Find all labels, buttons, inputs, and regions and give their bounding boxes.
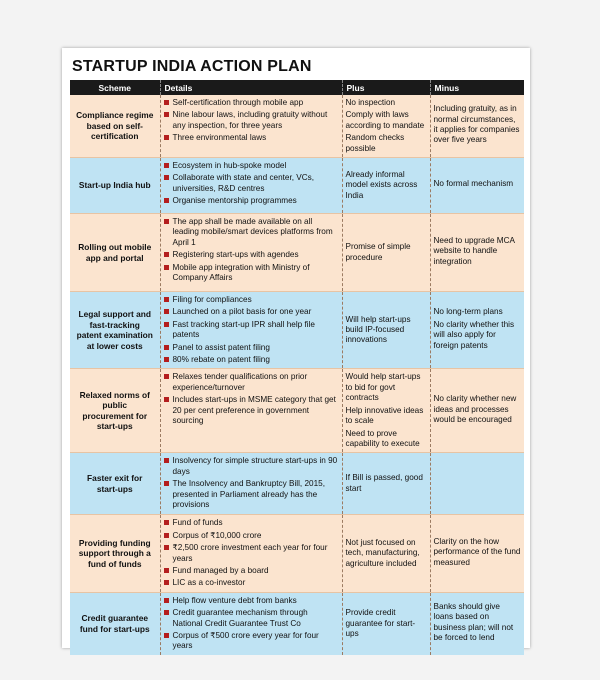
header-details: Details bbox=[160, 80, 342, 95]
detail-text: Help flow venture debt from banks bbox=[172, 595, 297, 605]
plus-text: Comply with laws according to mandate bbox=[345, 110, 425, 130]
minus-text: Clarity on the how performance of the fund measured bbox=[433, 536, 521, 567]
plus-item bbox=[346, 170, 427, 201]
plus-cell bbox=[342, 369, 430, 453]
plus-item bbox=[346, 110, 427, 131]
document-page bbox=[62, 48, 530, 651]
minus-text: No clarity whether new ideas and processes would be encouraged bbox=[433, 394, 517, 425]
detail-text: Filing for compliances bbox=[172, 295, 252, 305]
detail-list bbox=[164, 98, 339, 144]
minus-cell bbox=[430, 214, 524, 292]
plus-item bbox=[346, 473, 427, 494]
plus-cell bbox=[342, 592, 430, 655]
bullet-icon bbox=[164, 610, 169, 615]
plus-list bbox=[346, 242, 427, 263]
bullet-icon bbox=[164, 568, 169, 573]
detail-text: Ecosystem in hub-spoke model bbox=[172, 161, 287, 171]
details-cell bbox=[160, 158, 342, 214]
plus-item bbox=[346, 608, 427, 639]
bullet-icon bbox=[164, 397, 169, 402]
bullet-icon bbox=[164, 374, 169, 379]
scheme-cell: Credit guarantee fund for start-ups bbox=[70, 592, 160, 655]
plus-text: Provide credit guarantee for start-ups bbox=[345, 608, 416, 638]
detail-text: Corpus of ₹10,000 crore bbox=[172, 530, 262, 540]
detail-list bbox=[164, 518, 339, 588]
minus-cell bbox=[430, 592, 524, 655]
header-scheme: Scheme bbox=[70, 80, 160, 95]
detail-item bbox=[164, 596, 339, 606]
header-plus: Plus bbox=[342, 80, 430, 95]
detail-item bbox=[164, 479, 339, 510]
minus-cell bbox=[430, 158, 524, 214]
detail-item bbox=[164, 531, 339, 541]
detail-item bbox=[164, 543, 339, 564]
detail-text: Launched on a pilot basis for one year bbox=[172, 307, 312, 317]
detail-text: Collaborate with state and center, VCs, universities, R&D centres bbox=[172, 173, 315, 193]
bullet-icon bbox=[164, 598, 169, 603]
bullet-icon bbox=[164, 533, 169, 538]
details-cell bbox=[160, 292, 342, 369]
detail-text: Registering start-ups with agendes bbox=[172, 250, 299, 260]
plus-list bbox=[346, 608, 427, 639]
detail-text: 80% rebate on patent filing bbox=[172, 355, 270, 365]
detail-item bbox=[164, 110, 339, 131]
minus-text: Need to upgrade MCA website to handle integration bbox=[433, 235, 515, 266]
scheme-cell: Providing funding support through a fund of funds bbox=[70, 515, 160, 592]
detail-item bbox=[164, 98, 339, 108]
table-body bbox=[70, 95, 524, 655]
plus-cell bbox=[342, 95, 430, 158]
details-cell bbox=[160, 369, 342, 453]
detail-item bbox=[164, 578, 339, 588]
bullet-icon bbox=[164, 633, 169, 638]
bullet-icon bbox=[164, 175, 169, 180]
detail-text: LIC as a co-investor bbox=[172, 578, 246, 588]
detail-item bbox=[164, 217, 339, 248]
details-cell bbox=[160, 214, 342, 292]
detail-text: Panel to assist patent filing bbox=[172, 342, 270, 352]
bullet-icon bbox=[164, 219, 169, 224]
detail-text: Relaxes tender qualifications on prior experience/turnover bbox=[172, 372, 308, 392]
detail-list bbox=[164, 372, 339, 426]
plus-text: No inspection bbox=[345, 98, 396, 107]
plus-text: Random checks possible bbox=[345, 133, 405, 153]
table-row bbox=[70, 515, 524, 592]
plus-item bbox=[346, 538, 427, 569]
detail-text: Organise mentorship programmes bbox=[172, 196, 297, 206]
plus-item bbox=[346, 406, 427, 427]
minus-text: Including gratuity, as in normal circumstances, it applies for companies over five years bbox=[433, 104, 520, 145]
plus-text: Not just focused on tech, manufacturing, agriculture included bbox=[345, 537, 420, 568]
plus-item bbox=[346, 98, 427, 108]
bullet-icon bbox=[164, 100, 169, 105]
bullet-icon bbox=[164, 580, 169, 585]
table-row bbox=[70, 214, 524, 292]
plus-item bbox=[346, 133, 427, 154]
detail-item bbox=[164, 343, 339, 353]
detail-item bbox=[164, 161, 339, 171]
table-row bbox=[70, 453, 524, 515]
minus-text: No formal mechanism bbox=[433, 179, 514, 189]
bullet-icon bbox=[164, 265, 169, 270]
detail-item bbox=[164, 307, 339, 317]
plus-list bbox=[346, 538, 427, 569]
table-row bbox=[70, 369, 524, 453]
detail-text: Fund managed by a board bbox=[172, 565, 269, 575]
detail-list bbox=[164, 217, 339, 283]
minus-text: No long-term plans bbox=[433, 307, 503, 317]
plus-cell bbox=[342, 214, 430, 292]
plus-list bbox=[346, 98, 427, 154]
detail-item bbox=[164, 263, 339, 284]
detail-item bbox=[164, 250, 339, 260]
table-row bbox=[70, 292, 524, 369]
detail-text: Corpus of ₹500 crore every year for four years bbox=[172, 630, 319, 651]
detail-text: Mobile app integration with Ministry of Company Affairs bbox=[172, 262, 310, 283]
details-cell bbox=[160, 453, 342, 515]
bullet-icon bbox=[164, 309, 169, 314]
minus-cell bbox=[430, 453, 524, 515]
detail-text: Nine labour laws, including gratuity without any inspection, for three years bbox=[172, 110, 328, 130]
detail-item bbox=[164, 133, 339, 143]
detail-item bbox=[164, 320, 339, 341]
scheme-cell: Start-up India hub bbox=[70, 158, 160, 214]
details-cell bbox=[160, 592, 342, 655]
plus-list bbox=[346, 372, 427, 449]
bullet-icon bbox=[164, 357, 169, 362]
minus-text: Banks should give loans based on business plan; will not be forced to lend bbox=[433, 601, 514, 643]
detail-item bbox=[164, 456, 339, 477]
detail-item bbox=[164, 566, 339, 576]
plus-cell bbox=[342, 158, 430, 214]
details-cell bbox=[160, 95, 342, 158]
bullet-icon bbox=[164, 135, 169, 140]
table-row bbox=[70, 158, 524, 214]
detail-item bbox=[164, 372, 339, 393]
minus-cell bbox=[430, 515, 524, 592]
detail-text: Includes start-ups in MSME category that get 20 per cent preference in government sourcing bbox=[172, 395, 336, 426]
detail-text: ₹2,500 crore investment each year for four years bbox=[172, 543, 328, 563]
scheme-cell: Rolling out mobile app and portal bbox=[70, 214, 160, 292]
action-plan-table bbox=[70, 80, 524, 655]
details-cell bbox=[160, 515, 342, 592]
detail-text: Fast tracking start-up IPR shall help file patents bbox=[172, 319, 315, 340]
bullet-icon bbox=[164, 322, 169, 327]
detail-text: The Insolvency and Bankruptcy Bill, 2015, presented in Parliament already has the provisions bbox=[172, 479, 325, 509]
plus-text: Would help start-ups to bid for govt contracts bbox=[345, 372, 421, 403]
scheme-cell: Relaxed norms of public procurement for start-ups bbox=[70, 369, 160, 453]
detail-text: Fund of funds bbox=[172, 518, 223, 528]
detail-item bbox=[164, 608, 339, 629]
plus-list bbox=[346, 473, 427, 494]
plus-list bbox=[346, 315, 427, 346]
bullet-icon bbox=[164, 545, 169, 550]
plus-item bbox=[346, 315, 427, 346]
plus-item bbox=[346, 372, 427, 403]
plus-text: Already informal model exists across India bbox=[345, 169, 418, 200]
table-header-row bbox=[70, 80, 524, 95]
detail-text: Insolvency for simple structure start-ups in 90 days bbox=[172, 456, 338, 476]
detail-text: The app shall be made available on all leading mobile/smart devices platforms from April 1 bbox=[172, 217, 333, 247]
bullet-icon bbox=[164, 520, 169, 525]
detail-list bbox=[164, 161, 339, 207]
header-minus: Minus bbox=[430, 80, 524, 95]
bullet-icon bbox=[164, 163, 169, 168]
bullet-icon bbox=[164, 458, 169, 463]
bullet-icon bbox=[164, 198, 169, 203]
detail-item bbox=[164, 173, 339, 194]
detail-text: Three environmental laws bbox=[172, 133, 267, 143]
plus-item bbox=[346, 429, 427, 450]
detail-item bbox=[164, 631, 339, 652]
minus-text: No clarity whether this will also apply for foreign patents bbox=[433, 319, 515, 350]
detail-text: Credit guarantee mechanism through National Credit Guarantee Trust Co bbox=[172, 608, 308, 628]
table-row bbox=[70, 95, 524, 158]
detail-item bbox=[164, 196, 339, 206]
bullet-icon bbox=[164, 297, 169, 302]
plus-list bbox=[346, 170, 427, 201]
plus-cell bbox=[342, 515, 430, 592]
plus-text: Help innovative ideas to scale bbox=[345, 405, 424, 426]
plus-text: Promise of simple procedure bbox=[345, 242, 411, 262]
bullet-icon bbox=[164, 252, 169, 257]
page-title: STARTUP INDIA ACTION PLAN bbox=[72, 58, 312, 75]
detail-list bbox=[164, 295, 339, 365]
bullet-icon bbox=[164, 345, 169, 350]
detail-text: Self-certification through mobile app bbox=[172, 98, 304, 107]
scheme-cell: Legal support and fast-tracking patent examination at lower costs bbox=[70, 292, 160, 369]
detail-item bbox=[164, 355, 339, 365]
bullet-icon bbox=[164, 112, 169, 117]
minus-cell bbox=[430, 369, 524, 453]
detail-list bbox=[164, 456, 339, 510]
plus-cell bbox=[342, 292, 430, 369]
plus-text: Need to prove capability to execute bbox=[345, 428, 420, 448]
plus-item bbox=[346, 242, 427, 263]
bullet-icon bbox=[164, 481, 169, 486]
plus-cell bbox=[342, 453, 430, 515]
detail-item bbox=[164, 395, 339, 426]
scheme-cell: Compliance regime based on self-certification bbox=[70, 95, 160, 158]
detail-item bbox=[164, 518, 339, 528]
detail-list bbox=[164, 596, 339, 652]
scheme-cell: Faster exit for start-ups bbox=[70, 453, 160, 515]
table-row bbox=[70, 592, 524, 655]
plus-text: If Bill is passed, good start bbox=[345, 473, 423, 493]
detail-item bbox=[164, 295, 339, 305]
minus-cell bbox=[430, 95, 524, 158]
plus-text: Will help start-ups build IP-focused innovations bbox=[345, 314, 411, 345]
minus-cell bbox=[430, 292, 524, 369]
